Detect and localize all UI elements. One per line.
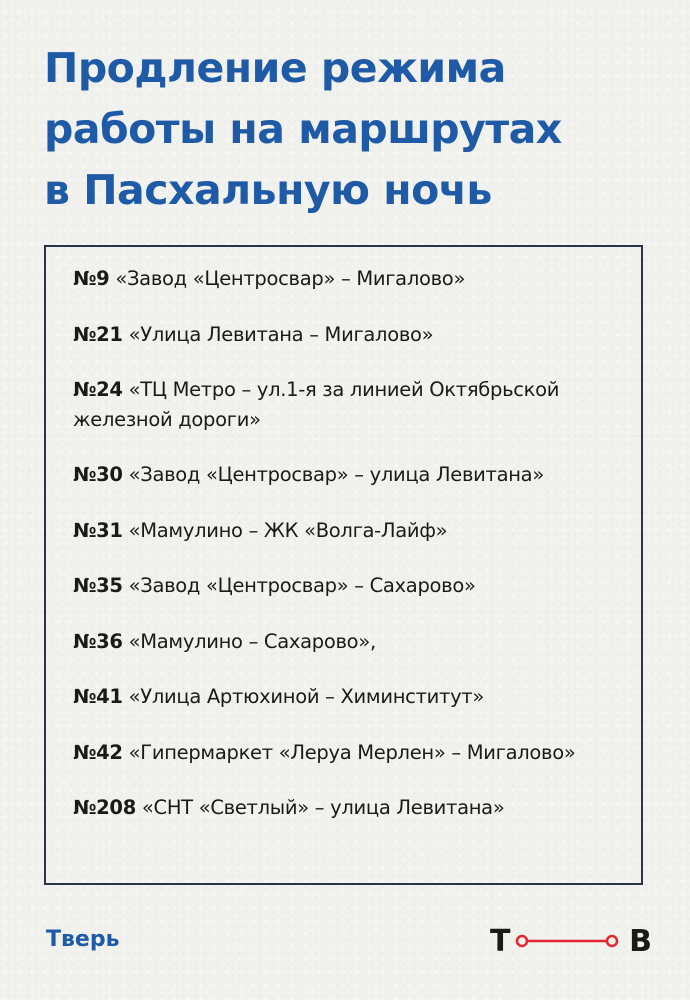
route-name: «Завод «Центросвар» – улица Левитана» — [128, 463, 544, 486]
route-number: №41 — [73, 685, 123, 708]
route-item — [73, 627, 633, 657]
route-number: №24 — [73, 378, 123, 401]
route-name: «Завод «Центросвар» – Сахарово» — [128, 574, 476, 597]
route-item — [73, 516, 633, 546]
routes-list — [73, 264, 633, 849]
route-name: «Завод «Центросвар» – Мигалово» — [115, 267, 466, 290]
tvb-logo — [490, 922, 652, 962]
route-number: №36 — [73, 629, 123, 653]
route-number: №21 — [73, 322, 123, 346]
title-line-2: работы на маршрутах — [44, 105, 562, 153]
route-number: №9 — [73, 267, 110, 290]
page-title — [44, 38, 664, 221]
route-number: №30 — [73, 463, 123, 486]
logo-right-letter: В — [629, 924, 652, 959]
routes-box — [44, 245, 643, 885]
route-item — [73, 375, 633, 434]
route-name: «ТЦ Метро – ул.1-я за линией Октябрьской железной дороги» — [73, 378, 560, 431]
route-name: «Улица Левитана – Мигалово» — [128, 322, 434, 346]
footer-city: Тверь — [46, 927, 120, 952]
route-item — [73, 460, 633, 490]
route-item — [73, 571, 633, 601]
route-name: «Улица Артюхиной – Химинститут» — [128, 685, 484, 708]
logo-left-letter: Т — [490, 924, 511, 959]
route-number: №42 — [73, 740, 123, 764]
route-name: «Мамулино – ЖК «Волга-Лайф» — [128, 518, 448, 542]
route-number: №208 — [73, 796, 136, 819]
route-name: «Гипермаркет «Леруа Мерлен» – Мигалово» — [128, 740, 576, 764]
route-item — [73, 793, 633, 823]
route-item — [73, 320, 633, 350]
route-item — [73, 738, 633, 768]
route-name: «СНТ «Светлый» – улица Левитана» — [141, 796, 505, 819]
route-name: «Мамулино – Сахарово», — [128, 629, 376, 653]
route-line-icon — [514, 931, 620, 951]
route-item — [73, 682, 633, 712]
route-item — [73, 264, 633, 294]
route-number: №31 — [73, 518, 123, 542]
title-line-3: в Пасхальную ночь — [44, 166, 492, 214]
route-number: №35 — [73, 574, 123, 597]
title-line-1: Продление режима — [44, 44, 506, 92]
